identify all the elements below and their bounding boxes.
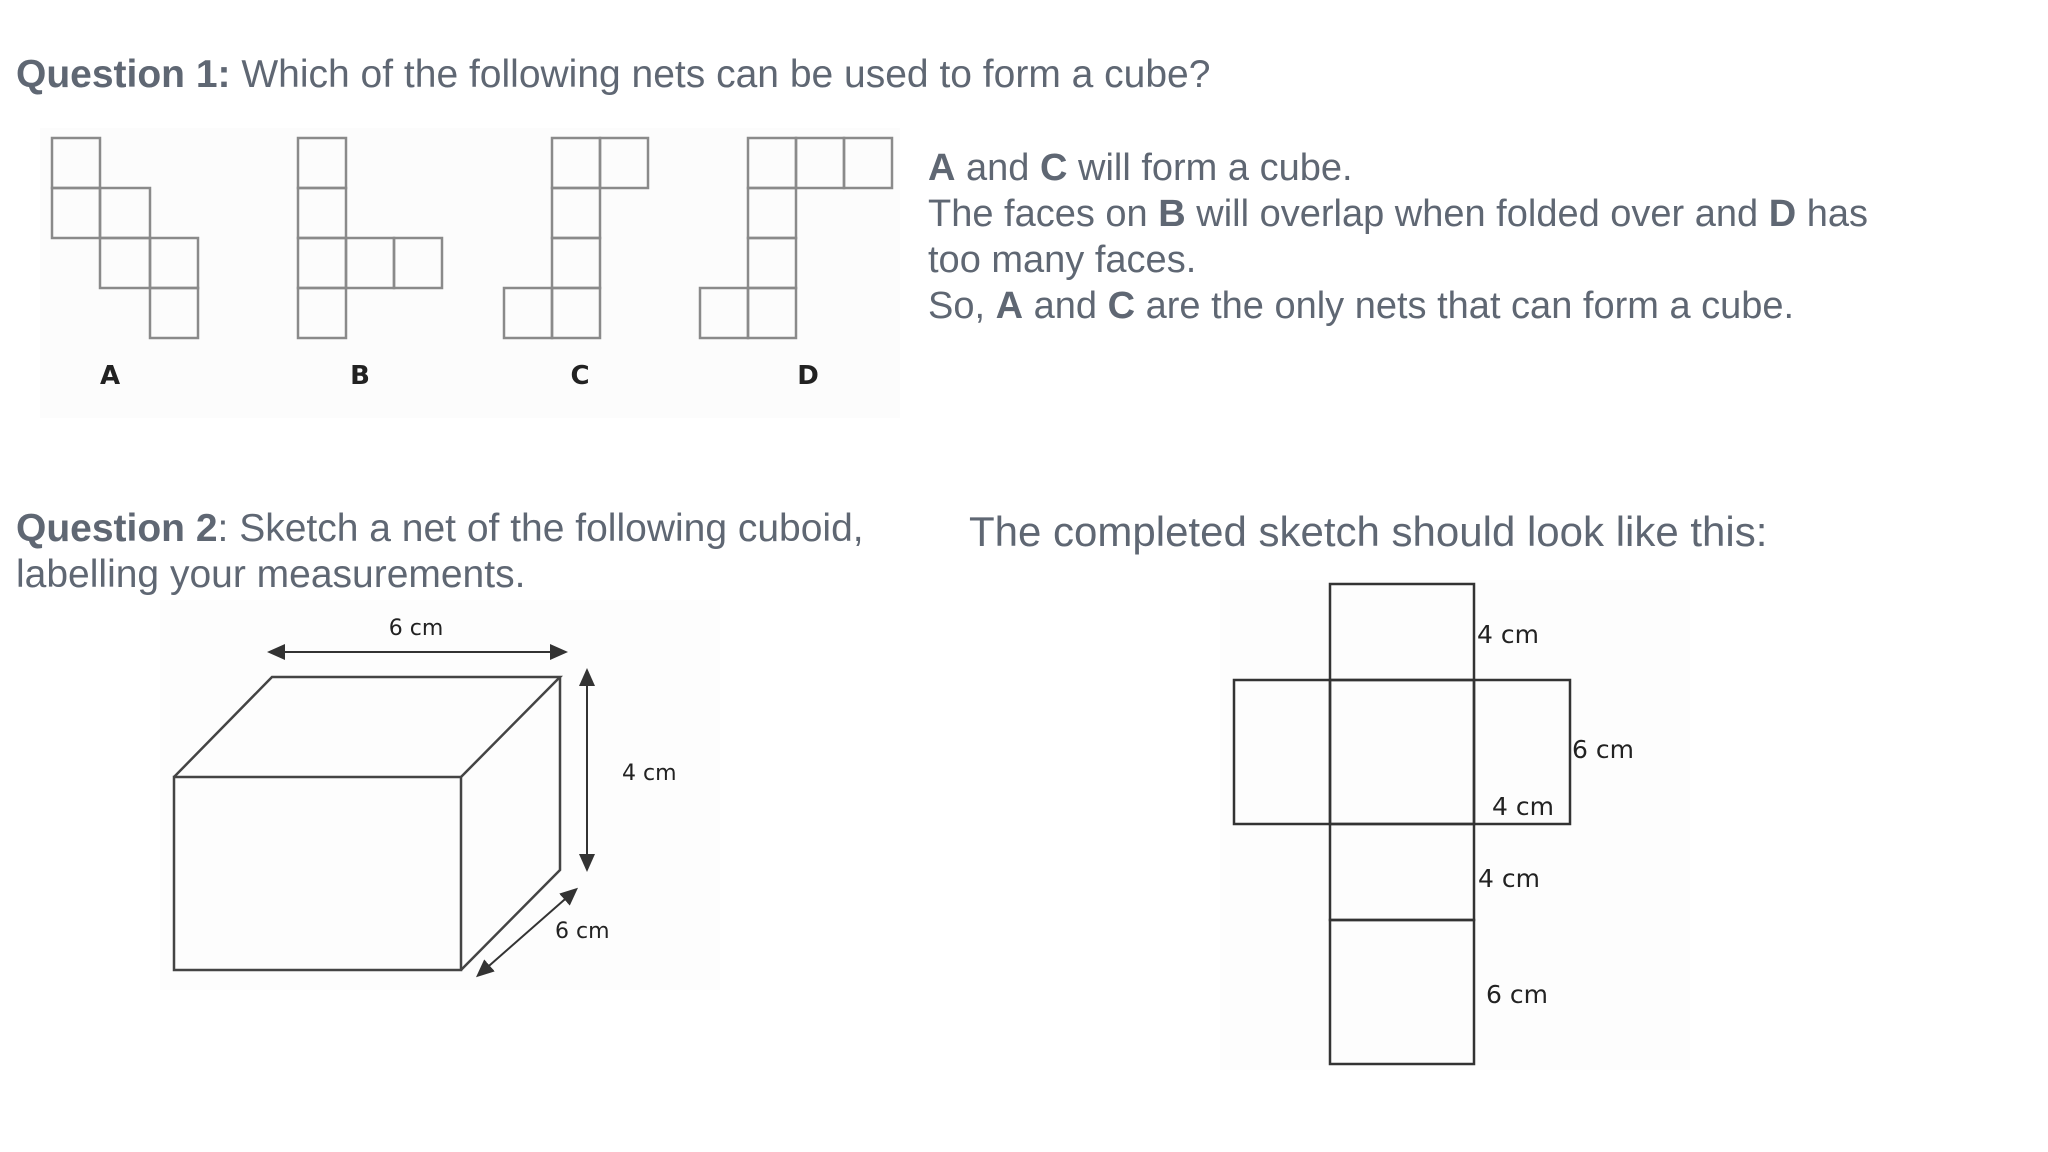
answer-net-c: C <box>1039 147 1068 189</box>
cube-nets-figure <box>40 128 900 418</box>
answer-net-c: C <box>1107 285 1136 327</box>
answer-text: are the only nets that can form a cube. <box>1135 285 1795 327</box>
net-label-d: D <box>797 361 819 391</box>
answer-text: and <box>955 147 1040 189</box>
cuboid-height-label: 4 cm <box>622 761 677 786</box>
net-middle-label: 4 cm <box>1492 792 1554 821</box>
answer-text: will form a cube. <box>1067 147 1353 189</box>
net-bottom-label: 6 cm <box>1486 980 1548 1009</box>
completed-net-figure <box>1220 580 1690 1070</box>
question-1-label: Question 1: <box>16 53 231 96</box>
answer-net-a: A <box>995 285 1024 327</box>
answer-text: has too many faces. <box>928 193 1868 281</box>
answer-text: and <box>1023 285 1108 327</box>
answer-text: So, <box>928 285 996 327</box>
sketch-heading: The completed sketch should look like this: <box>969 508 1768 555</box>
answer-1 <box>928 145 1928 329</box>
cuboid-figure <box>160 600 720 990</box>
net-lower-label: 4 cm <box>1478 864 1540 893</box>
answer-text: The faces on <box>928 193 1159 235</box>
question-2 <box>16 506 916 598</box>
cuboid-top-label: 6 cm <box>388 616 444 641</box>
question-2-text: : Sketch a net of the following cuboid, labelling your measurements. <box>16 507 864 596</box>
answer-1-line-3 <box>928 283 1928 329</box>
net-right-label: 6 cm <box>1572 735 1634 764</box>
net-label-c: C <box>570 361 590 391</box>
cuboid-depth-label: 6 cm <box>555 919 610 944</box>
answer-text: will overlap when folded over and <box>1185 193 1769 235</box>
question-2-label: Question 2 <box>16 507 218 550</box>
answer-net-d: D <box>1768 193 1797 235</box>
answer-1-line-1 <box>928 145 1928 191</box>
net-top-label: 4 cm <box>1477 620 1539 649</box>
answer-net-a: A <box>928 147 956 189</box>
question-1 <box>16 52 1210 98</box>
net-label-a: A <box>99 361 121 391</box>
answer-1-line-2 <box>928 191 1928 283</box>
question-1-text: Which of the following nets can be used to form a cube? <box>230 53 1211 96</box>
net-label-b: B <box>350 361 370 391</box>
answer-net-b: B <box>1158 193 1186 235</box>
